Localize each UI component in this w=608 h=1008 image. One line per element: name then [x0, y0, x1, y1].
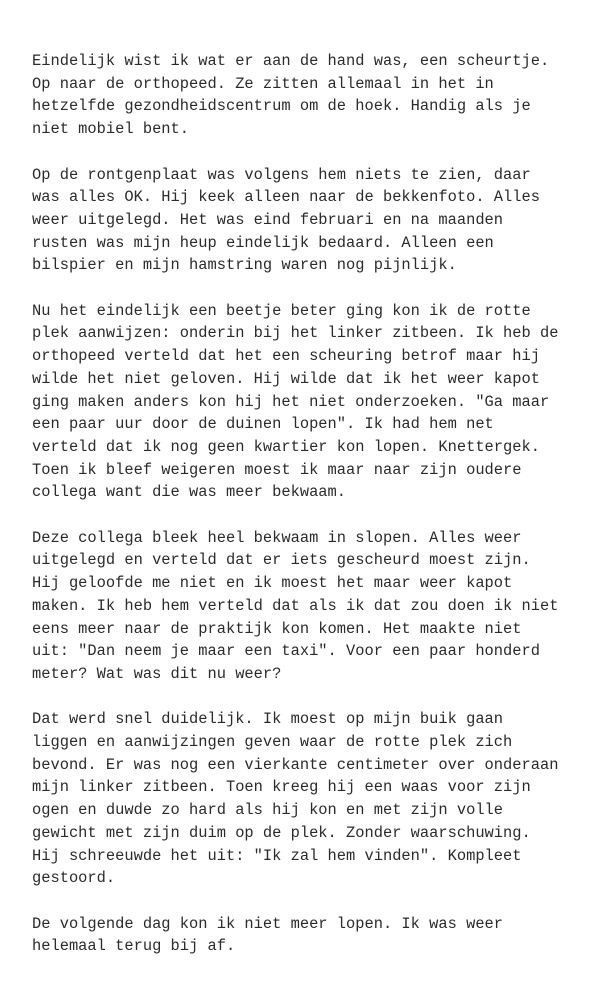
paragraph-3: Nu het eindelijk een beetje beter ging kon ik de rotte plek aanwijzen: onderin bij het linker zitbeen. Ik heb de orthopeed verteld dat het een scheuring betrof maar hij wilde het niet geloven. Hij wilde dat ik het weer kapot ging maken anders kon hij het niet onderzoeken. "Ga maar een paar uur door de duinen lopen". Ik had hem net verteld dat ik nog geen kwartier kon lopen. Knettergek. Toen ik bleef weigeren moest ik maar naar zijn oudere collega want die was meer bekwaam.	[32, 301, 559, 502]
paragraph-2: Op de rontgenplaat was volgens hem niets te zien, daar was alles OK. Hij keek alleen naar de bekkenfoto. Alles weer uitgelegd. Het was eind februari en na maanden rusten was mijn heup eindelijk bedaard. Alleen een bilspier en mijn hamstring waren nog pijnlijk.	[32, 165, 540, 275]
paragraph-5: Dat werd snel duidelijk. Ik moest op mijn buik gaan liggen en aanwijzingen geven waar de rotte plek zich bevond. Er was nog een vierkante centimeter over onderaan mijn linker zitbeen. Toen kreeg hij een waas voor zijn ogen en duwde zo hard als hij kon en met zijn volle gewicht met zijn duim op de plek. Zonder waarschuwing. Hij schreeuwde het uit: "Ik zal hem vinden". Kompleet gestoord.	[32, 710, 559, 888]
paragraph-1: Eindelijk wist ik wat er aan de hand was, een scheurtje. Op naar de orthopeed. Ze zitten allemaal in het in hetzelfde gezondheidscentrum om de hoek. Handig als je niet mobiel bent.	[32, 52, 550, 139]
paragraph-6: De volgende dag kon ik niet meer lopen. Ik was weer helemaal terug bij af.	[32, 914, 504, 956]
paragraph-4: Deze collega bleek heel bekwaam in slopen. Alles weer uitgelegd en verteld dat er iets gescheurd moest zijn. Hij geloofde me niet en ik moest het maar weer kapot maken. Ik heb hem verteld dat als ik dat zou doen ik niet eens meer naar de praktijk kon komen. Het maakte niet uit: "Dan neem je maar een taxi". Voor een paar honderd meter? Wat was dit nu weer?	[32, 528, 559, 683]
